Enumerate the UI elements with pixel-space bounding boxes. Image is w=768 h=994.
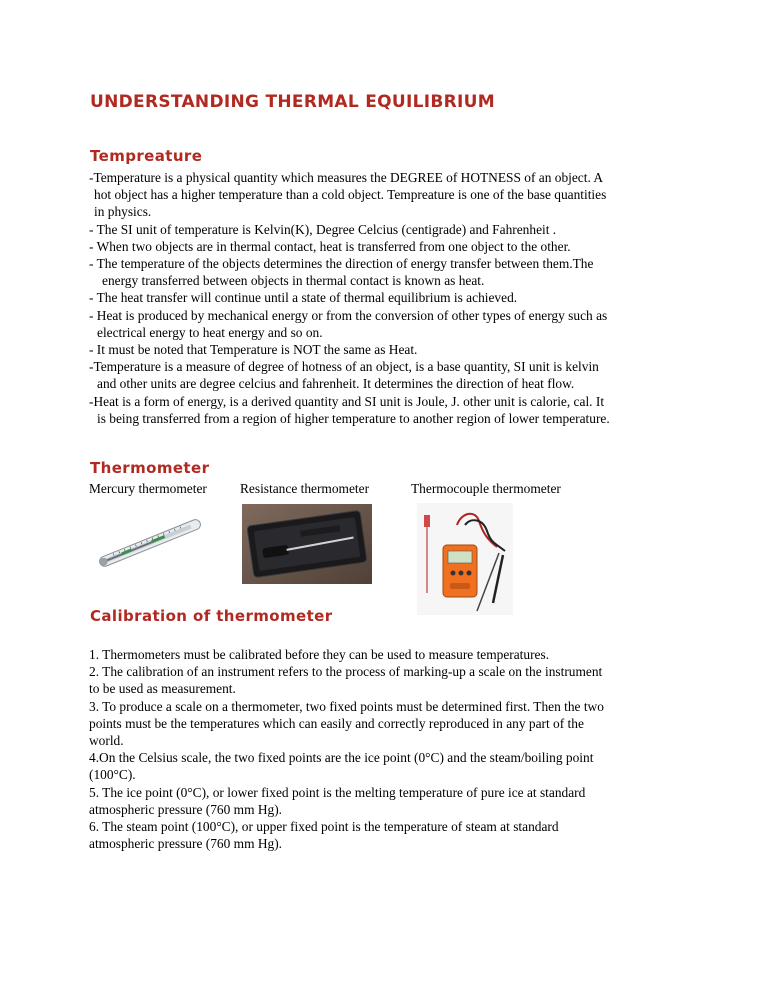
text-line: - It must be noted that Temperature is NOT the same as Heat. — [89, 342, 418, 358]
resistance-thermometer-image — [242, 504, 372, 584]
heading-temperature: Tempreature — [90, 147, 203, 165]
text-line: hot object has a higher temperature than a cold object. Tempreature is one of the base quantities — [94, 187, 607, 203]
text-line: - The heat transfer will continue until a state of thermal equilibrium is achieved. — [89, 290, 518, 306]
text-line: points must be the temperatures which can easily and correctly reproduced in any part of the — [89, 715, 584, 731]
calibration-paragraph — [89, 646, 689, 852]
heading-thermometer: Thermometer — [90, 459, 210, 477]
caption-resistance-thermometer: Resistance thermometer — [240, 481, 370, 496]
mercury-thermometer-image — [92, 512, 208, 574]
text-line: (100°C). — [89, 767, 136, 783]
text-line: to be used as measurement. — [89, 681, 236, 697]
text-line: is being transferred from a region of higher temperature to another region of lower temperature. — [97, 410, 610, 426]
text-line: 6. The steam point (100°C), or upper fixed point is the temperature of steam at standard — [89, 819, 559, 835]
caption-mercury-thermometer: Mercury thermometer — [89, 481, 207, 496]
text-line: atmospheric pressure (760 mm Hg). — [89, 801, 283, 817]
text-line: - The SI unit of temperature is Kelvin(K), Degree Celcius (centigrade) and Fahrenheit . — [89, 221, 557, 237]
heading-calibration: Calibration of thermometer — [90, 607, 333, 625]
text-line: -Temperature is a physical quantity which measures the DEGREE of HOTNESS of an object. A — [89, 170, 604, 185]
caption-thermocouple-thermometer: Thermocouple thermometer — [411, 481, 561, 496]
thermocouple-thermometer-image — [417, 503, 513, 615]
text-line: electrical energy to heat energy and so on. — [97, 324, 323, 340]
text-line: world. — [89, 733, 124, 749]
page-title: UNDERSTANDING THERMAL EQUILIBRIUM — [90, 92, 495, 112]
text-line: - When two objects are in thermal contact, heat is transferred from one object to the other. — [89, 238, 571, 254]
text-line: 5. The ice point (0°C), or lower fixed point is the melting temperature of pure ice at standard — [89, 784, 586, 800]
text-line: 2. The calibration of an instrument refers to the process of marking-up a scale on the instrument — [89, 664, 603, 680]
text-line: 4.On the Celsius scale, the two fixed points are the ice point (0°C) and the steam/boiling point — [89, 750, 594, 766]
text-line: atmospheric pressure (760 mm Hg). — [89, 836, 283, 852]
text-line: in physics. — [94, 204, 152, 220]
text-line: 1. Thermometers must be calibrated before they can be used to measure temperatures. — [89, 647, 550, 662]
text-line: and other units are degree celcius and fahrenheit. It determines the direction of heat flow. — [97, 376, 575, 392]
text-line: -Temperature is a measure of degree of hotness of an object, is a base quantity, SI unit is kelvin — [89, 359, 599, 375]
text-line: energy transferred between objects in thermal contact is known as heat. — [102, 273, 485, 289]
text-line: 3. To produce a scale on a thermometer, two fixed points must be determined first. Then the two — [89, 698, 604, 714]
text-line: - Heat is produced by mechanical energy or from the conversion of other types of energy such as — [89, 307, 608, 323]
text-line: - The temperature of the objects determines the direction of energy transfer between them.The — [89, 256, 594, 272]
temperature-paragraph — [89, 169, 689, 427]
text-line: -Heat is a form of energy, is a derived quantity and SI unit is Joule, J. other unit is calorie, cal. It — [89, 393, 605, 409]
